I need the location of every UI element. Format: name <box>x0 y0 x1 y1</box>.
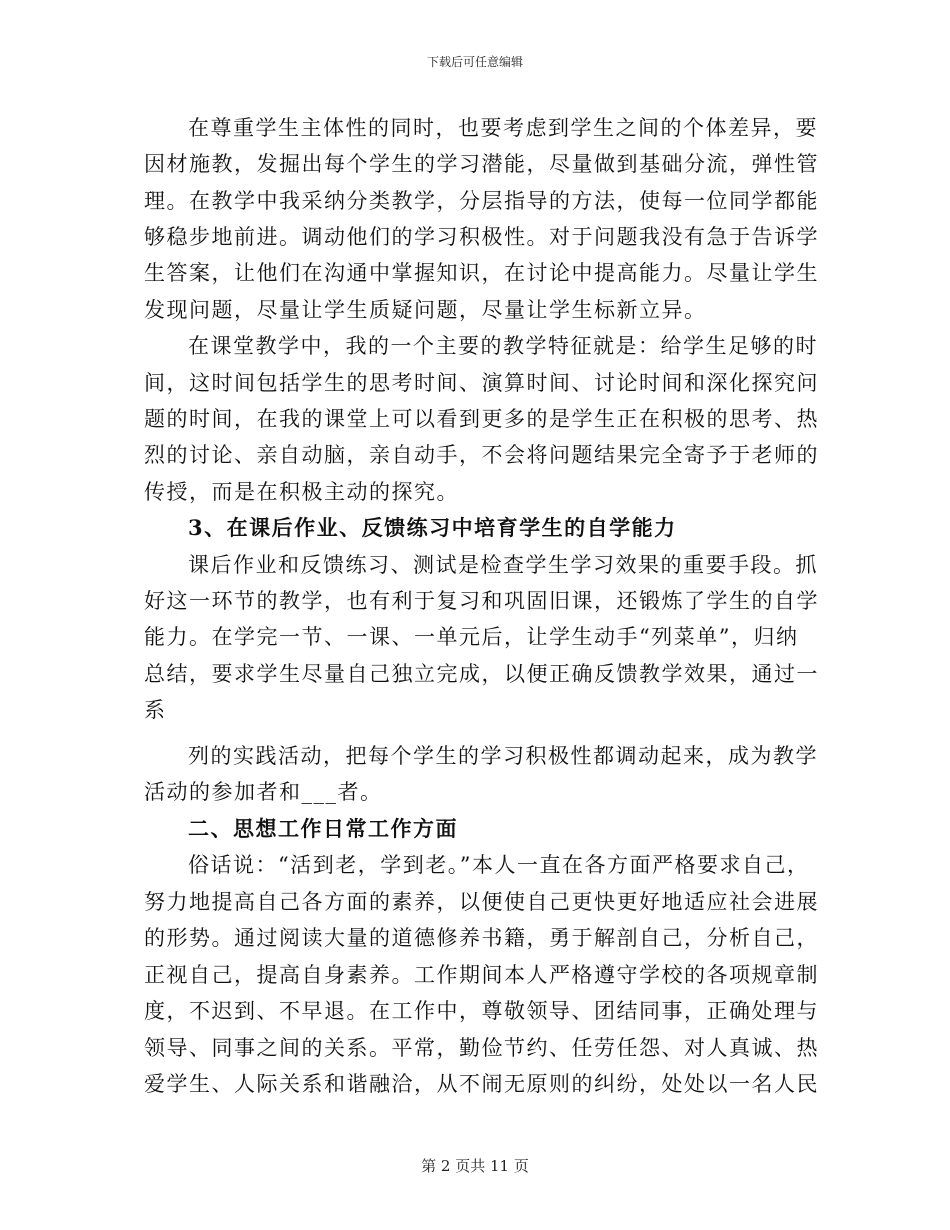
text-line: 列的实践活动，把每个学生的学习积极性都调动起来，成为教学 <box>188 744 818 768</box>
text-line: 努力地提高自己各方面的素养，以便使自己更快更好地适应社会进展 <box>144 890 819 914</box>
text-line: 系 <box>144 698 167 722</box>
text-line: 俗话说：“活到老，学到老。”本人一直在各方面严格要求自己， <box>188 853 810 877</box>
section-heading: 二、思想工作日常工作方面 <box>188 816 458 841</box>
text-line: 生答案，让他们在沟通中掌握知识，在讨论中提高能力。尽量让学生 <box>144 261 819 285</box>
text-line: 因材施教，发掘出每个学生的学习潜能，尽量做到基础分流，弹性管 <box>144 152 819 176</box>
text-line: 间，这时间包括学生的思考时间、演算时间、讨论时间和深化探究问 <box>144 371 819 395</box>
text-line: 的形势。通过阅读大量的道德修养书籍，勇于解剖自己，分析自己， <box>144 926 819 950</box>
text-line: 领导、同事之间的关系。平常，勤俭节约、任劳任怨、对人真诚、热 <box>144 1036 819 1060</box>
text-line: 够稳步地前进。调动他们的学习积极性。对于问题我没有急于告诉学 <box>144 225 819 249</box>
text-line: 爱学生、人际关系和谐融洽，从不闹无原则的纠纷，处处以一名人民 <box>144 1072 819 1096</box>
text-line: 传授，而是在积极主动的探究。 <box>144 480 459 504</box>
page-header: 下载后可任意编辑 <box>426 55 523 69</box>
text-line: 活动的参加者和___者。 <box>144 780 383 804</box>
text-line: 度，不迟到、不早退。在工作中，尊敬领导、团结同事，正确处理与 <box>144 999 819 1023</box>
text-line: 正视自己，提高自身素养。工作期间本人严格遵守学校的各项规章制 <box>144 963 819 987</box>
text-line: 理。在教学中我采纳分类教学，分层指导的方法，使每一位同学都能 <box>144 189 819 213</box>
text-line: 总结，要求学生尽量自己独立完成，以便正确反馈教学效果，通过一 <box>144 662 819 686</box>
text-line: 在课堂教学中，我的一个主要的教学特征就是：给学生足够的时 <box>188 334 818 358</box>
text-line: 能力。在学完一节、一课、一单元后，让学生动手“列菜单”，归纳 <box>144 625 799 649</box>
text-line: 烈的讨论、亲自动脑，亲自动手，不会将问题结果完全寄予于老师的 <box>144 443 819 467</box>
text-line: 好这一环节的教学，也有利于复习和巩固旧课，还锻炼了学生的自学 <box>144 589 819 613</box>
text-line: 发现问题，尽量让学生质疑问题，尽量让学生标新立异。 <box>144 298 707 322</box>
text-line: 题的时间，在我的课堂上可以看到更多的是学生正在积极的思考、热 <box>144 407 819 431</box>
page-footer: 第 2 页共 11 页 <box>421 1157 529 1175</box>
section-heading: 3、在课后作业、反馈练习中培育学生的自学能力 <box>188 515 677 540</box>
text-line: 在尊重学生主体性的同时，也要考虑到学生之间的个体差异，要 <box>188 116 818 140</box>
text-line: 课后作业和反馈练习、测试是检查学生学习效果的重要手段。抓 <box>188 553 818 577</box>
